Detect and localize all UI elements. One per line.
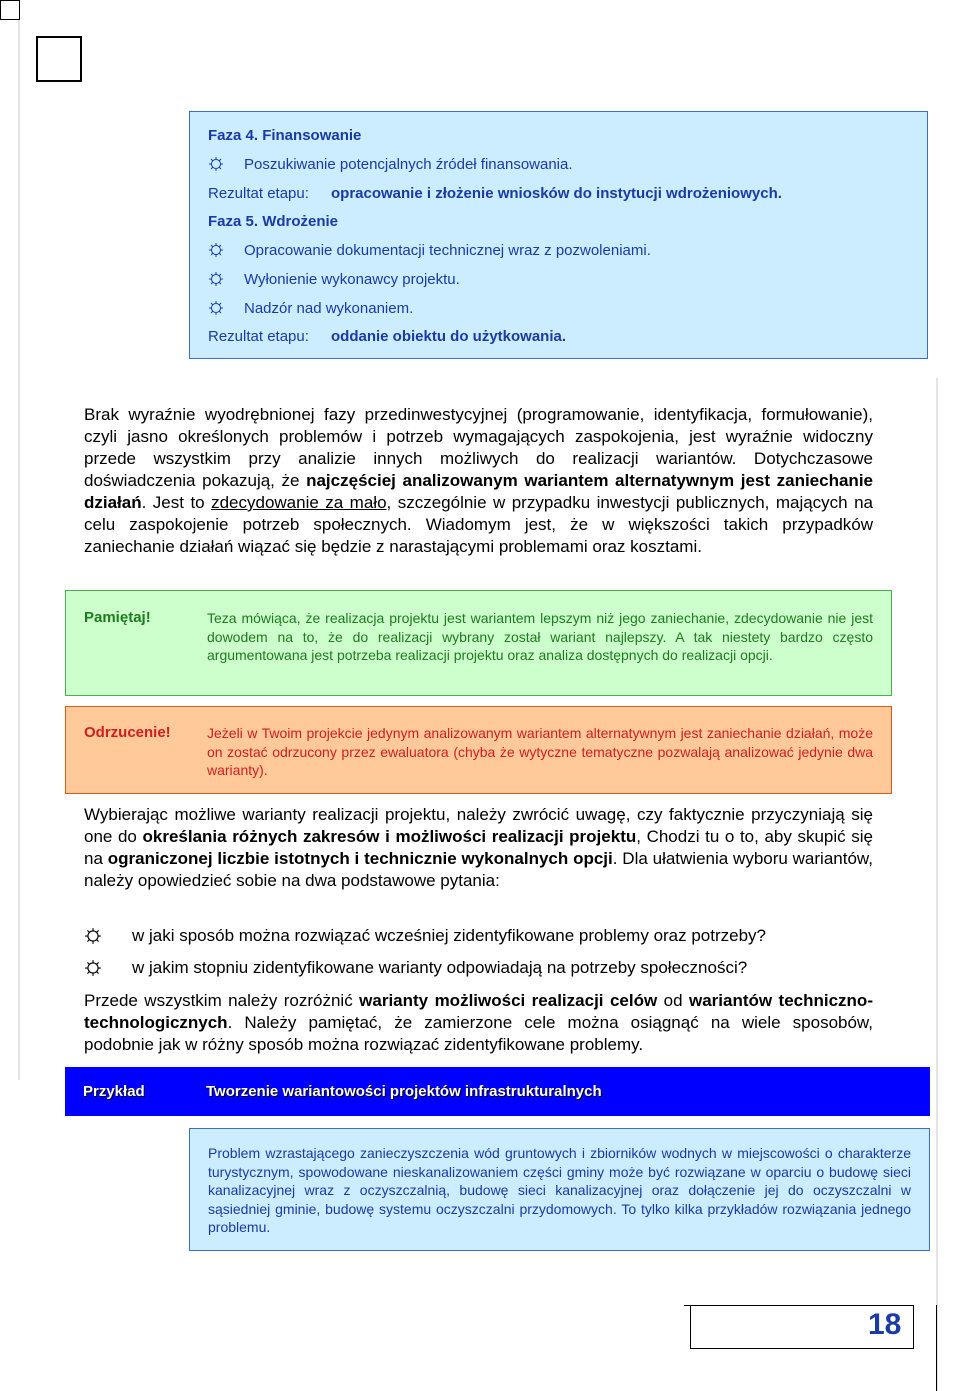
para2-text: , Chodzi tu o to, aby skupić się na (84, 827, 873, 868)
result-label: Rezultat etapu: (208, 328, 309, 345)
page-number: 18 (868, 1308, 902, 1341)
gear-bullet-icon (208, 156, 230, 176)
gear-bullet-icon (208, 271, 230, 291)
gear-bullet-icon (208, 242, 230, 262)
phase4-result: opracowanie i złożenie wniosków do instytucji wdrożeniowych. (331, 185, 782, 202)
page-margin-rule (18, 0, 20, 1080)
para1-text: , szczególnie w przypadku inwestycji publicznych, mających na celu zaspokojenie potrzeb społecznych. Wiadomym jest, że w większości takich przypadków zaniechanie działań wiązać się będzie z narastającymi problemami oraz kosztami. (84, 493, 873, 556)
reminder-text: Teza mówiąca, że realizacja projektu jest wariantem lepszym niż jego zaniechanie, zdecydowanie nie jest dowodem na to, że do realizacji wybrany został wariant najlepszy. A tak niestety bardzo często argumentowana jest potrzeba realizacji projektu oraz analiza dostępnych do realizacji opcji. (207, 610, 873, 663)
phase4-item (208, 156, 573, 176)
phase4-item-text: Poszukiwanie potencjalnych źródeł finansowania. (244, 156, 573, 173)
phase5-item-text: Opracowanie dokumentacji technicznej wraz z pozwoleniami. (244, 242, 651, 259)
phase5-item-text: Nadzór nad wykonaniem. (244, 300, 414, 317)
gear-bullet-icon (84, 959, 110, 982)
example-title: Tworzenie wariantowości projektów infrastrukturalnych (206, 1083, 602, 1100)
gear-bullet-icon (84, 927, 110, 950)
example-banner (65, 1067, 930, 1116)
para2-bold: ograniczonej liczbie istotnych i technicznie wykonalnych opcji (107, 849, 613, 868)
phase4-title: Faza 4. Finansowanie (208, 127, 362, 144)
phase5-result: oddanie obiektu do użytkowania. (331, 328, 567, 345)
para3-text: Przede wszystkim należy rozróżnić (84, 991, 360, 1010)
para3-text: . Należy pamiętać, że zamierzone cele można osiągnąć na wiele sposobów, podobnie jak w różny sposób można rozwiązać zidentyfikowane problemy. (84, 1013, 873, 1054)
corner-mark-small (0, 0, 20, 20)
phase5-item-text: Wyłonienie wykonawcy projektu. (244, 271, 460, 288)
phase5-item (208, 271, 460, 291)
para1-bold: najczęściej analizowanym wariantem alternatywnym jest zaniechanie działań (84, 471, 873, 512)
para3-bold: warianty możliwości realizacji celów (359, 991, 658, 1010)
corner-mark-large (36, 36, 82, 82)
paragraph-goals (84, 990, 873, 1056)
para2-bold: określania różnych zakresów i możliwości realizacji projektu (142, 827, 637, 846)
question-item (84, 958, 747, 982)
para2-text: Wybierając możliwe warianty realizacji projektu, należy zwrócić uwagę, czy faktycznie przyczyniają się one do (84, 805, 873, 846)
page-right-rule (936, 378, 938, 1391)
para3-bold: wariantów techniczno-technologicznych (84, 991, 873, 1032)
paragraph-variants (84, 804, 873, 892)
para1-text: Brak wyraźnie wyodrębnionej fazy przedinwestycyjnej (programowanie, identyfikacja, formułowanie), czyli jasno określonych problemów i potrzeb wymagających zaspokojenia, jest wyraźnie widoczny przede wszystkim przy analizie innych możliwych do realizacji wariantów. Dotychczasowe doświadczenia pokazują, że (84, 405, 873, 490)
page-number-rule-vertical (936, 1305, 937, 1391)
para1-underline: zdecydowanie za mało (211, 493, 387, 512)
phase5-item (208, 300, 413, 320)
phase5-item (208, 242, 651, 262)
paragraph-intro (84, 404, 873, 558)
rejection-box (65, 706, 892, 794)
result-label: Rezultat etapu: (208, 185, 309, 202)
example-label: Przykład (83, 1083, 145, 1100)
question-text: w jaki sposób można rozwiązać wcześniej zidentyfikowane problemy oraz potrzeby? (132, 926, 767, 945)
para1-text: . Jest to (141, 493, 212, 512)
example-box (189, 1128, 930, 1251)
para2-text: . Dla ułatwienia wyboru wariantów, należy opowiedzieć sobie na dwa podstawowe pytania: (84, 849, 873, 890)
question-item (84, 926, 766, 950)
reminder-title: Pamiętaj! (84, 609, 151, 626)
para3-text: od (657, 991, 689, 1010)
question-text: w jakim stopniu zidentyfikowane warianty odpowiadają na potrzeby społeczności? (132, 958, 748, 977)
rejection-text: Jeżeli w Twoim projekcie jedynym analizowanym wariantem alternatywnym jest zaniechanie działań, może on zostać odrzucony przez ewaluatora (chyba że wytyczne tematyczne pozwalają analizować jedynie dwa warianty). (207, 725, 873, 778)
reminder-box (65, 590, 892, 696)
phase-box (189, 111, 928, 359)
phase5-title: Faza 5. Wdrożenie (208, 213, 339, 230)
gear-bullet-icon (208, 300, 230, 320)
example-text: Problem wzrastającego zanieczyszczenia wód gruntowych i zbiorników wodnych w miejscowości o charakterze turystycznym, spowodowane nieskanalizowaniem części gminy może być rozwiązane w oparciu o budowę sieci kanalizacyjnej wraz z oczyszczalnią, budowę sieci kanalizacyjnej oraz dołączenie jej do oczyszczalni w sąsiedniej gminie, budowę systemu oczyszczalni przydomowych. To tylko kilka przykładów rozwiązania jednego problemu. (208, 1145, 911, 1235)
rejection-title: Odrzucenie! (84, 724, 171, 741)
